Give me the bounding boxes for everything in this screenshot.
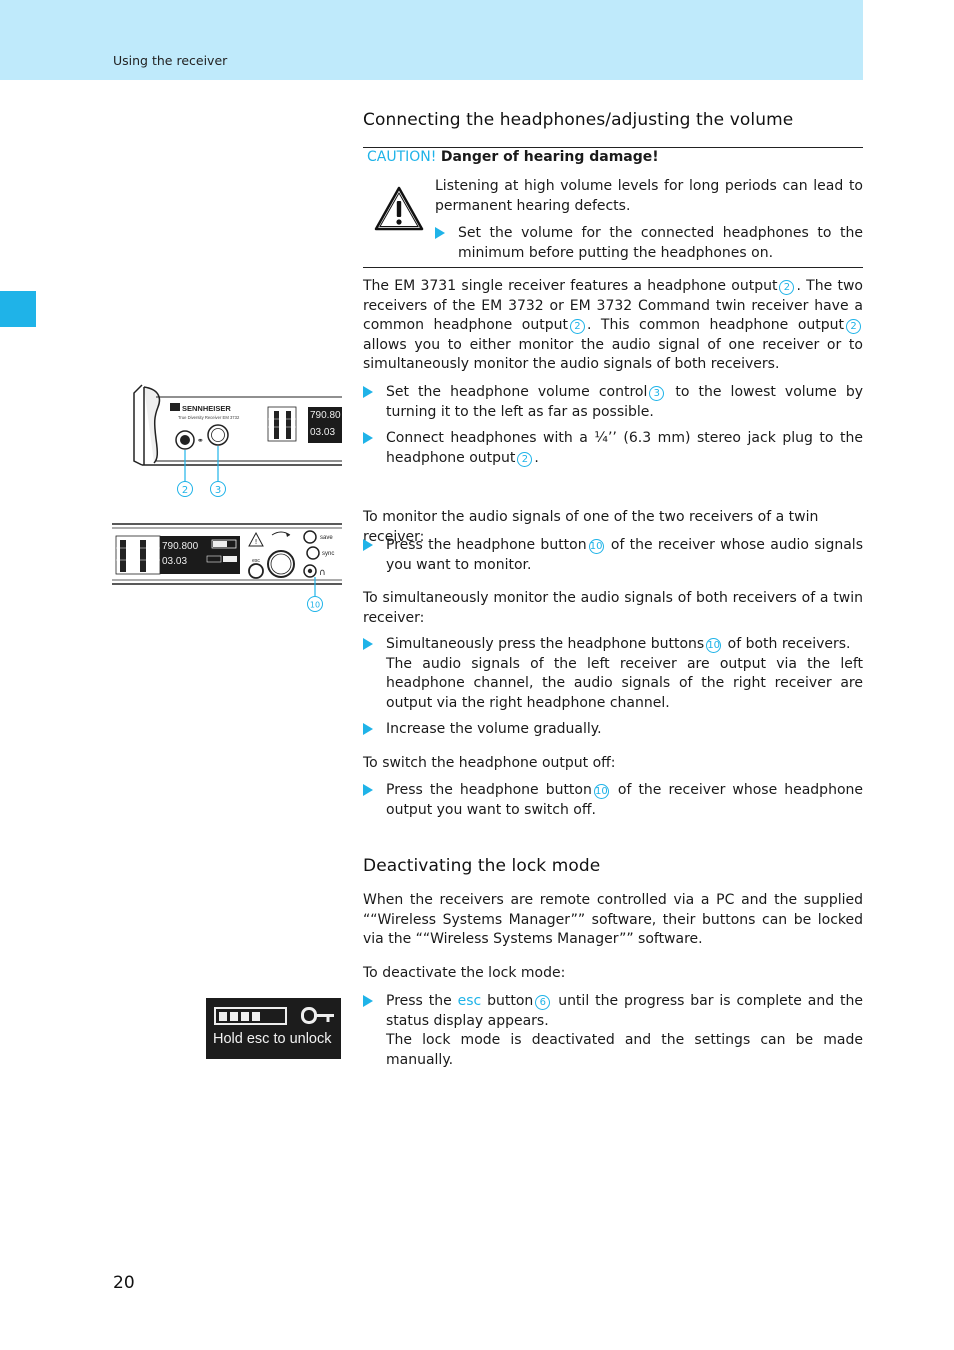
lock-mode-intro: When the receivers are remote controlled via a PC and the supplied ““Wireless Systems Manager”” software, their buttons can be locked via the ““Wireless Systems Manager”” software.	[363, 892, 863, 947]
esc-label: esc	[252, 558, 260, 564]
step-switch-off	[363, 781, 863, 820]
display-frequency: 790.80	[310, 410, 341, 421]
step5-text: Increase the volume gradually.	[386, 721, 602, 737]
intro-text-c: . This common headphone output	[586, 317, 844, 333]
switch-off-intro: To switch the headphone output off:	[363, 755, 616, 771]
step-connect-headphones	[363, 429, 863, 468]
twin-display-frequency: 790.800	[162, 541, 199, 552]
callout-10: 10	[595, 786, 608, 797]
headphone-intro-paragraph	[363, 277, 863, 375]
section-title-headphones: Connecting the headphones/adjusting the volume	[363, 110, 794, 130]
page-number: 20	[113, 1273, 135, 1293]
receiver-front-panel-figure	[128, 383, 342, 503]
step-press-esc	[363, 992, 863, 1070]
step-arrow-icon	[363, 386, 373, 398]
step-press-both-buttons	[363, 635, 863, 713]
step3-text-a: Press the headphone button	[386, 537, 587, 553]
step-arrow-icon	[363, 539, 373, 551]
display-preset: 03.03	[310, 427, 336, 438]
esc-keyword: esc	[457, 993, 482, 1009]
callout-2: 2	[517, 452, 532, 467]
model-label: True Diversity Receiver EM 3732	[178, 415, 240, 420]
intro-text-b: . The two receivers of the EM 3732 or EM 3732 Command twin receiver have a common headphone output	[363, 278, 863, 333]
intro-text-d: allows you to either monitor the audio signal of one receiver or to simultaneously monitor the audio signals of both receivers.	[363, 336, 863, 372]
section-title-lock-mode: Deactivating the lock mode	[363, 856, 601, 876]
caution-step-text: Set the volume for the connected headphones to the minimum before putting the headphones on.	[458, 225, 863, 261]
caution-label: CAUTION!	[367, 149, 437, 165]
save-label: save	[320, 535, 333, 541]
step4-text-b: of both receivers.	[723, 636, 851, 652]
caution-title: Danger of hearing damage!	[440, 149, 659, 165]
warning-triangle-icon	[374, 186, 424, 231]
twin-receiver-panel-figure	[112, 522, 342, 616]
step-arrow-icon	[363, 638, 373, 650]
lock-step-text-b: button	[481, 993, 534, 1009]
callout-3: 3	[649, 386, 664, 401]
svg-text:∩: ∩	[319, 568, 326, 578]
callout-2: 2	[570, 319, 585, 334]
twin-display-preset: 03.03	[162, 556, 188, 567]
step-arrow-icon	[363, 723, 373, 735]
running-header: Using the receiver	[113, 53, 228, 68]
step4-text-c: The audio signals of the left receiver are output via the left headphone channel, the audio signals of the right receiver are output via the right headphone channel.	[386, 655, 863, 711]
caution-heading	[367, 149, 659, 165]
step-arrow-icon	[363, 995, 373, 1007]
svg-text:⚭: ⚭	[197, 436, 204, 445]
svg-text:!: !	[254, 538, 258, 546]
step6-text-a: Press the headphone button	[386, 782, 592, 798]
intro-text-a: The EM 3731 single receiver features a headphone output	[363, 278, 778, 294]
lock-mode-display	[206, 998, 341, 1059]
step-arrow-icon	[363, 432, 373, 444]
deactivate-intro: To deactivate the lock mode:	[363, 965, 566, 981]
step4-text-a: Simultaneously press the headphone buttons	[386, 636, 705, 652]
caution-box	[363, 147, 863, 268]
callout-6: 6	[535, 995, 550, 1010]
figure1-callout-a: 2	[181, 485, 189, 496]
figure2-callout: 10	[309, 600, 321, 610]
step3-text-b: of the receiver whose audio signals you want to monitor.	[386, 537, 863, 573]
callout-2: 2	[779, 280, 794, 295]
callout-10: 10	[589, 541, 603, 552]
lock-step-text-a: Press the	[386, 993, 458, 1009]
caution-step	[435, 224, 863, 263]
lock-display-text: Hold esc to unlock	[213, 1031, 332, 1047]
step-set-volume	[363, 383, 863, 422]
monitor-both-intro: To simultaneously monitor the audio signals of both receivers of a twin receiver:	[363, 590, 863, 626]
lock-step-text-d: The lock mode is deactivated and the settings can be made manually.	[386, 1032, 863, 1068]
step1-text-b: to the lowest volume by turning it to the left as far as possible.	[386, 384, 864, 420]
jog-dial	[268, 551, 294, 577]
sync-label: sync	[322, 551, 335, 557]
step2-text-a: Connect headphones with a ¼’’ (6.3 mm) stereo jack plug to the headphone output	[386, 430, 863, 466]
lock-step-text-c: until the progress bar is complete and the status display appears.	[386, 993, 863, 1029]
step-arrow-icon	[363, 784, 373, 796]
step1-text-a: Set the headphone volume control	[386, 384, 648, 400]
key-icon	[301, 1007, 335, 1025]
brand-logo-text: SENNHEISER	[182, 404, 231, 413]
unlock-progress-bar	[214, 1007, 287, 1025]
esc-button	[249, 564, 263, 578]
monitor-one-intro: To monitor the audio signals of one of the two receivers of a twin receiver:	[363, 509, 819, 545]
chapter-tab-marker	[0, 291, 36, 327]
step2-text-b: .	[534, 449, 539, 466]
header-band	[0, 0, 863, 80]
callout-2: 2	[846, 319, 861, 334]
volume-knob	[208, 425, 228, 445]
step-press-headphone-button	[363, 536, 863, 575]
step-arrow-icon	[435, 227, 445, 239]
step6-text-b: of the receiver whose headphone output you want to switch off.	[386, 782, 863, 818]
caution-text: Listening at high volume levels for long periods can lead to permanent hearing defects.	[435, 178, 863, 214]
step-increase-volume	[363, 720, 863, 740]
figure1-callout-b: 3	[214, 485, 222, 496]
callout-10: 10	[707, 640, 721, 651]
